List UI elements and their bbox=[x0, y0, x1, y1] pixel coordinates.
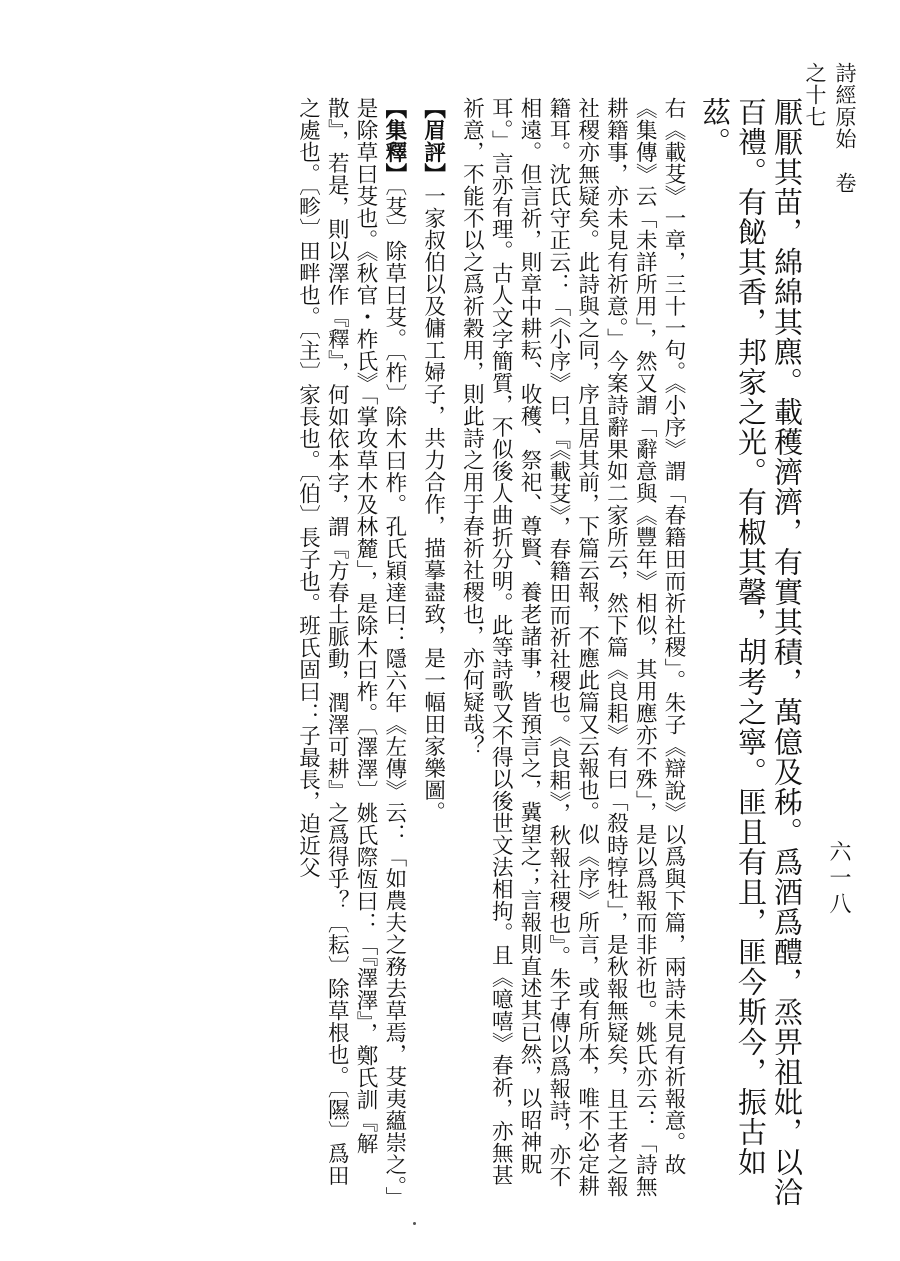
poem-line: 匪且有且，匪今斯今，振古如茲。 bbox=[698, 97, 768, 1177]
poem-text bbox=[697, 97, 805, 1207]
page-number: 六一八 bbox=[826, 840, 851, 918]
marginal-comment-paragraph bbox=[418, 97, 447, 1207]
collected-annotations-label: 【集釋】 bbox=[381, 97, 407, 185]
poem-line: 厭厭其苗，綿綿其麃。 bbox=[770, 97, 804, 397]
collected-annotations-text: 〔芟〕除草曰芟。〔柞〕除木曰柞。孔氏穎達曰：隱六年《左傳》云：「如農夫之務去草焉，芟夷蘊崇之。」是除草曰芟也。《秋官・柞氏》「掌攻草木及林麓」，是除木曰柞。〔澤澤〕姚氏際恆曰：「『澤澤』，鄭氏訓『解散』，若是，則以澤作『釋』，何如依本字，謂『方春土脈動，潤澤可耕』之爲得乎？〔耘〕除草根也。〔隰〕爲田之處也。〔畛〕田畔也。〔主〕家長也。〔伯〕長子也。班氏固曰：子最長，迫近父 bbox=[295, 97, 407, 1198]
running-header-title: 詩經原始 卷之十七 bbox=[803, 62, 857, 194]
collected-annotations-paragraph bbox=[293, 97, 408, 1207]
commentary-text: 右《載芟》一章，三十一句。《小序》謂「春籍田而祈社稷」。朱子《辯說》以爲與下篇，兩詩未見有祈報意。故《集傳》云「未詳所用」，然又謂「辭意與《豐年》相似，其用應亦不殊」，是以爲報而非祈也。姚氏亦云：「詩無耕籍事，亦未見有祈意。」今案詩辭果如二家所云，然下篇《良耜》有曰「殺時犉牡」，是秋報無疑矣，且王者之報社稷亦無疑矣。此詩與之同，序且居其前，下篇云報，不應此篇又云報也。似《序》所言，或有所本，唯不必定耕籍耳。沈氏守正云：「《小序》曰，『《載芟》，春籍田而祈社稷也。《良耜》，秋報社稷也』。朱子傳以爲報詩，亦不相遠。但言祈，則章中耕耘、收穫、祭祀、尊賢、養老諸事，皆預言之，冀望之；言報則直述其已然，以昭神貺耳。」言亦有理。古人文字簡質，不似後人曲折分明。此等詩歌又不得以後世文法相拘。且《噫嘻》春祈，亦無甚祈意，不能不以之爲祈穀用，則此詩之用于春祈社稷也，亦何疑哉？ bbox=[459, 97, 686, 1198]
marginal-comment-label: 【眉評】 bbox=[420, 97, 446, 185]
print-speck bbox=[413, 1222, 416, 1225]
marginal-comment-text: 一家叔伯以及傭工婦子，共力合作，描摹盡致，是一幅田家樂圖。 bbox=[420, 185, 446, 823]
poem-line: 載穫濟濟，有實其積，萬億及秭。 bbox=[770, 397, 804, 847]
poem-line: 有椒其馨，胡考之寧。 bbox=[734, 487, 768, 787]
commentary-paragraph bbox=[457, 97, 687, 1207]
poem-line: 有飶其香，邦家之光。 bbox=[734, 187, 768, 487]
vertical-text-body bbox=[115, 97, 805, 1207]
poem-line: 爲酒爲醴，烝畀祖妣，以洽百禮。 bbox=[734, 97, 804, 1207]
